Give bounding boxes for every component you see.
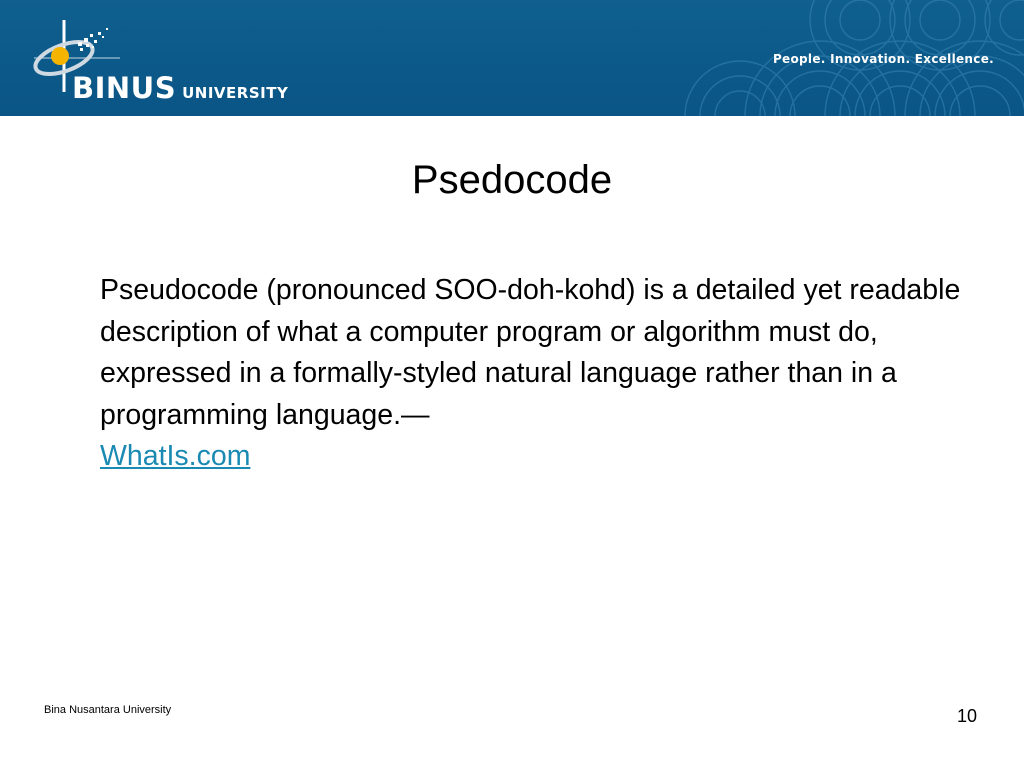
header-band (0, 0, 1024, 116)
tagline: People. Innovation. Excellence. (772, 52, 994, 66)
slide-body (100, 270, 980, 478)
page-number: 10 (956, 706, 977, 726)
logo-brand: BINUS (72, 71, 177, 105)
footer-institution: Bina Nusantara University (44, 704, 172, 716)
logo-wordmark (72, 71, 289, 105)
binus-logo (20, 14, 300, 104)
slide-title: Psedocode (411, 158, 613, 202)
body-paragraph: Pseudocode (pronounced SOO-doh-kohd) is a detailed yet readable description of what a computer program or algorithm must do, expressed in a formally-styled natural language rather than in a programming language.— (100, 274, 961, 431)
source-link[interactable]: WhatIs.com (100, 440, 251, 472)
logo-suffix: UNIVERSITY (182, 84, 289, 102)
